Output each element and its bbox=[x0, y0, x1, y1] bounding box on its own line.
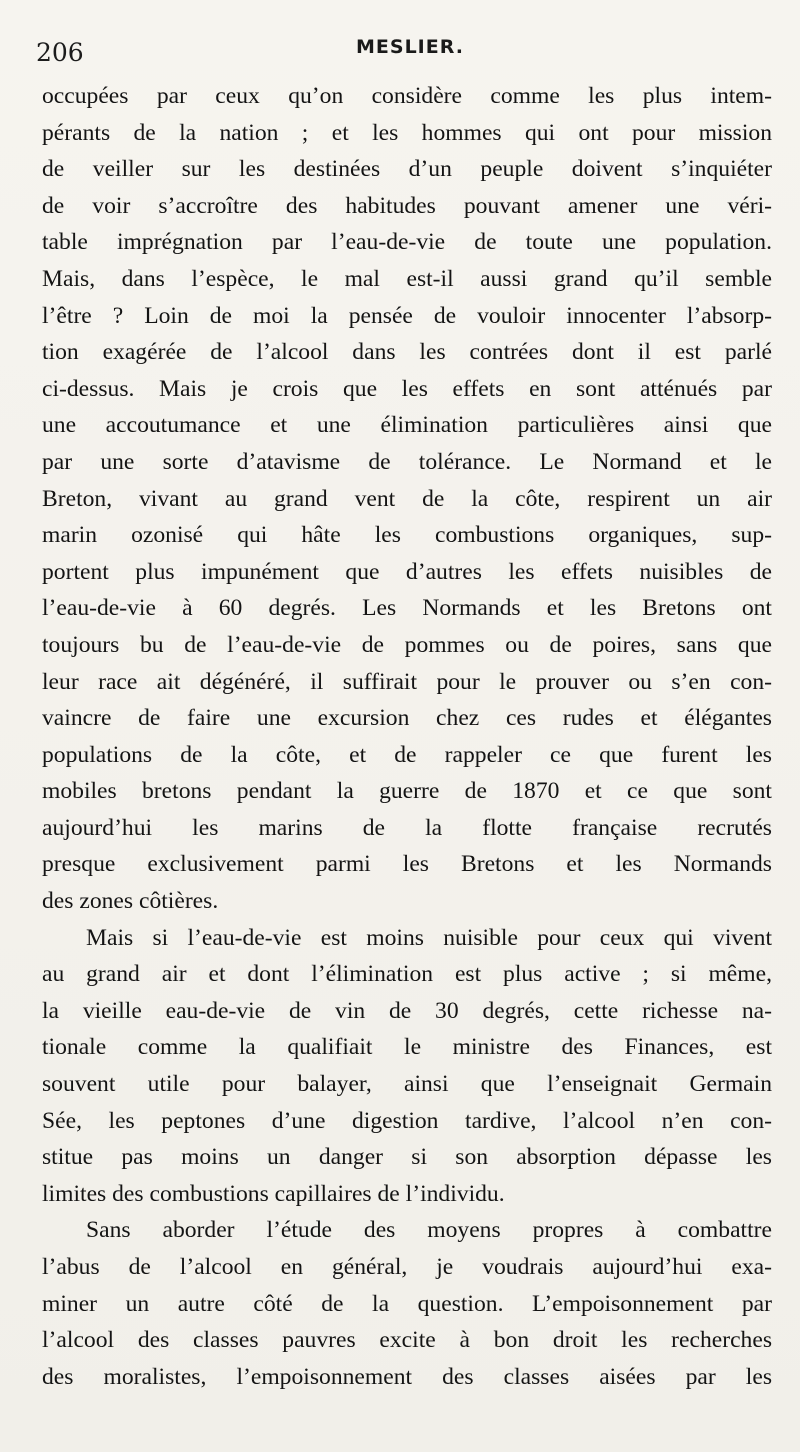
text-line: marin ozonisé qui hâte les combustions organiques, sup- bbox=[42, 522, 772, 549]
text-line: table imprégnation par l’eau-de-vie de toute une population. bbox=[42, 229, 772, 256]
text-line: toujours bu de l’eau-de-vie de pommes ou de poires, sans que bbox=[42, 631, 772, 658]
paragraph-3 bbox=[42, 1212, 772, 1395]
text-line: vaincre de faire une excursion chez ces rudes et élégantes bbox=[42, 705, 772, 732]
running-head: MESLIER. bbox=[356, 36, 464, 58]
text-line: par une sorte d’atavisme de tolérance. Le Normand et le bbox=[42, 448, 772, 475]
text-line: de voir s’accroître des habitudes pouvant amener une véri- bbox=[42, 192, 772, 219]
paragraph-1 bbox=[42, 78, 772, 920]
body-text bbox=[42, 78, 772, 1395]
text-line: de veiller sur les destinées d’un peuple doivent s’inquiéter bbox=[42, 156, 772, 183]
text-line: miner un autre côté de la question. L’empoisonnement par bbox=[42, 1290, 772, 1317]
text-line: stitue pas moins un danger si son absorption dépasse les bbox=[42, 1144, 772, 1171]
page-number: 206 bbox=[36, 38, 84, 67]
text-line: l’être ? Loin de moi la pensée de vouloir innocenter l’absorp- bbox=[42, 302, 772, 329]
text-line: l’abus de l’alcool en général, je voudrais aujourd’hui exa- bbox=[42, 1254, 772, 1280]
text-line: la vieille eau-de-vie de vin de 30 degrés, cette richesse na- bbox=[42, 997, 772, 1024]
text-line: Sée, les peptones d’une digestion tardive, l’alcool n’en con- bbox=[42, 1107, 772, 1134]
page-header bbox=[30, 32, 770, 66]
text-line: Breton, vivant au grand vent de la côte, respirent un air bbox=[42, 485, 772, 512]
text-line: souvent utile pour balayer, ainsi que l’enseignait Germain bbox=[42, 1071, 772, 1098]
text-line: leur race ait dégénéré, il suffirait pour le prouver ou s’en con- bbox=[42, 668, 772, 695]
paragraph-2 bbox=[42, 920, 772, 1213]
text-line: tionale comme la qualifiait le ministre des Finances, est bbox=[42, 1034, 772, 1061]
text-line: Mais, dans l’espèce, le mal est-il aussi grand qu’il semble bbox=[42, 265, 772, 292]
text-line: l’eau-de-vie à 60 degrés. Les Normands et les Bretons ont bbox=[42, 595, 772, 622]
text-line: des zones côtières. bbox=[42, 888, 219, 915]
text-line: presque exclusivement parmi les Bretons et les Normands bbox=[42, 851, 772, 878]
text-line: ci-dessus. Mais je crois que les effets en sont atténués par bbox=[42, 375, 772, 402]
text-line: limites des combustions capillaires de l’individu. bbox=[42, 1180, 505, 1207]
text-line: des moralistes, l’empoisonnement des classes aisées par les bbox=[42, 1363, 772, 1390]
text-line: pérants de la nation ; et les hommes qui ont pour mission bbox=[42, 119, 772, 146]
text-line: portent plus impunément que d’autres les effets nuisibles de bbox=[42, 558, 772, 585]
text-line: l’alcool des classes pauvres excite à bon droit les recherches bbox=[42, 1327, 772, 1354]
text-line: aujourd’hui les marins de la flotte française recrutés bbox=[42, 814, 772, 841]
text-line: tion exagérée de l’alcool dans les contrées dont il est parlé bbox=[42, 339, 772, 366]
text-line: populations de la côte, et de rappeler ce que furent les bbox=[42, 741, 772, 768]
text-line: occupées par ceux qu’on considère comme les plus intem- bbox=[42, 83, 772, 109]
text-line: Sans aborder l’étude des moyens propres à combattre bbox=[86, 1217, 772, 1244]
text-line: au grand air et dont l’élimination est plus active ; si même, bbox=[42, 961, 772, 988]
text-line: mobiles bretons pendant la guerre de 1870 et ce que sont bbox=[42, 778, 772, 805]
text-line: une accoutumance et une élimination particulières ainsi que bbox=[42, 412, 772, 439]
text-line: Mais si l’eau-de-vie est moins nuisible pour ceux qui vivent bbox=[86, 924, 772, 951]
